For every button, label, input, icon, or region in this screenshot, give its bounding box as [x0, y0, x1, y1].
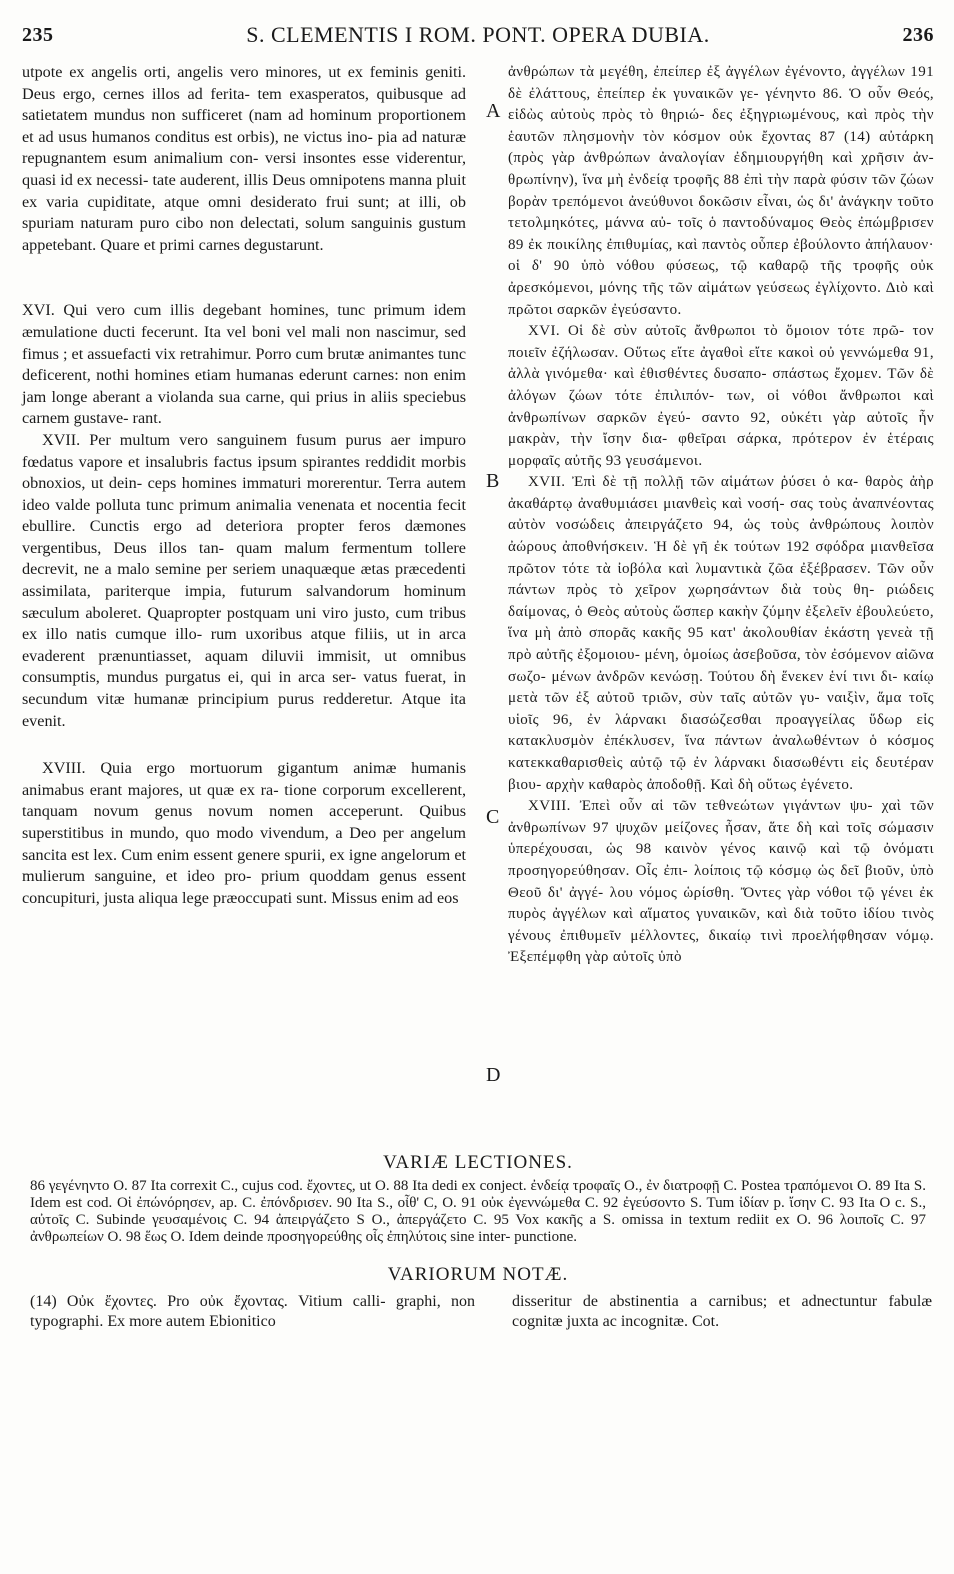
note-right: disseritur de abstinentia a carnibus; et adnectuntur fabulæ cognitæ juxta ac incognitæ. Cot. — [512, 1293, 932, 1330]
variorum-notae — [22, 1292, 934, 1352]
latin-paragraph-xvii: XVII. Per multum vero sanguinem fusum purus aer impuro fœdatus vapore et insalubris factus ipsum spirantes reddidit morbis obnoxios, ut dein- ceps homines immaturi morerentur. Terra autem ideo valde polluta tunc primum animalia venenata et nocentia fecit ebullire. Cunctis ergo ad deteriora propter feros dæmones vergentibus, Deus illos tan- quam malum fermentum tollere decrevit, ne a malo semine per seriem unaquæque ætas præcedenti assimilata, pariterque impia, futurum salvandorum hominum sæculum aboleret. Quapropter postquam uni viro justo, cum tribus ex illo natis cumque illo- rum uxoribus atque filiis, ut in arca evaderent prænuntiasset, aquam diluvii immisit, ut omnibus consumptis, mundus purgatus ei, qui in arca ser- vatus fuerat, in secundum vitæ humanæ principium purus redderetur. Atque ita evenit. — [22, 430, 466, 730]
page-number-left: 235 — [22, 24, 54, 46]
page-number-right: 236 — [902, 24, 934, 46]
latin-column — [22, 62, 466, 909]
latin-paragraph-xvi: XVI. Qui vero cum illis degebant homines, tunc primum idem æmulatione ducti fecerunt. Ita vel boni vel mali non nascimur, sed fimus ; et assuefacti vix retrahimur. Porro cum brutæ animantes tunc deficerent, nothi homines etiam humanas ederunt carnes: non enim jam longe aberant a violanda sua carne, qui prius in aliis speciebus carnem gustave- rant. — [22, 301, 466, 428]
latin-paragraph-1: utpote ex angelis orti, angelis vero minores, ut ex feminis geniti. Deus ergo, cernes illos ad ferita- tem exasperatos, quibusque ad satietatem mundus non sufficeret (nam ad hominum proportionem et ad usus humanos conditus est orbis), ne victus ino- pia ad naturæ repugnantem esum animalium con- versi insontes esse viderentur, quasi id ex necessi- tate auderent, illis Deus omnipotens manna pluit ex varia cupiditate, atque omni desiderato frui sunt; at illi, ob spuriam naturam puro cibo non delectati, solum sanguinis gustum appetebant. Quare et primi carnes degustarunt. — [22, 63, 466, 254]
greek-paragraph-xviii: XVIII. Ἐπεὶ οὖν αἱ τῶν τεθνεώτων γιγάντων ψυ- χαὶ τῶν ἀνθρωπίνων 97 ψυχῶν μείζονες ἦσαν, ἅτε δὴ καὶ τοῖς σώμασιν ὑπερέχουσαι, ὡς 98 καινὸν γένος καινῷ καὶ τῷ ὀνόματι προσηγορεύθησαν. Οἷς ἐπι- λοίποις τῷ κόσμῳ ὡς δεῖ βιοῦν, ὑπὸ Θεοῦ δι' ἀγγέ- λου νόμος ὡρίσθη. Ὄντες γὰρ νόθοι τῷ γένει ἐκ πυρὸς ἀγγέλων καὶ αἵματος γυναικῶν, καὶ διὰ τοῦτο ἰδίου τινὸς γένους ἐπιθυμεῖν μέλλοντες, δικαίῳ τινὶ προελήφθησαν νόμῳ. Ἐξεπέμφθη γὰρ αὐτοῖς ὑπὸ — [508, 798, 934, 966]
variae-lectiones-heading: VARIÆ LECTIONES. — [383, 1152, 573, 1173]
note-left: (14) Οὐκ ἔχοντες. Pro οὐκ ἔχοντας. Vitium calli- graphi, non typographi. Ex more autem Ebionitico — [30, 1293, 475, 1330]
greek-paragraph-xvi: XVI. Οἱ δὲ σὺν αὐτοῖς ἄνθρωποι τὸ ὅμοιον τότε πρῶ- τον ποιεῖν ἐζήλωσαν. Οὕτως εἴτε ἀγαθοὶ εἴτε κακοὶ οὐ γεννώμεθα 91, ἀλλὰ γινόμεθα· καὶ ἐθισθέντες δυσαπο- σπάστως ἔχομεν. Τῶν δὲ ἀλόγων ζώων τότε ἐπιλιπόν- των, οἱ νόθοι ἄνθρωποι καὶ ἀνθρωπίνων σαρκῶν ἐγεύ- σαντο 92, οὐκέτι γὰρ αὐτοῖς ἦν μακρὰν, τὴν ἴσην δια- φθεῖραι σάρκα, πρότερον ἐν ἑτέραις μορφαῖς αὐτῆς 93 γευσάμενοι. — [508, 323, 934, 469]
margin-marker-c: C — [486, 806, 500, 828]
greek-column — [508, 62, 934, 969]
latin-paragraph-xviii: XVIII. Quia ergo mortuorum gigantum animæ humanis animabus erant majores, ut quæ ex ra- tione corporum excellerent, tanquam novum genus novum nomen acceperunt. Quibus superstitibus in mundo, quo modo vivendum, a Deo per angelum sancita est lex. Cum enim essent genere spurii, ex igne angelorum et mulierum sanguine, et ideo pro- prium quoddam genus essent concupituri, justa aliqua lege præoccupati sunt. Missus enim ad eos — [22, 759, 466, 907]
greek-paragraph-xvii: XVII. Ἐπὶ δὲ τῇ πολλῇ τῶν αἱμάτων ῥύσει ὁ κα- θαρὸς ἀὴρ ἀκαθάρτῳ ἀναθυμιάσει μιανθεὶς καὶ νοσή- σας τοὺς ἀναπνέοντας αὐτὸν νοσώδεις ἀπειργάζετο 94, ὡς τοὺς ἀνθρώπους λοιπὸν ἀώρους ἀποθνήσκειν. Ἡ δὲ γῆ ἐκ τούτων 192 σφόδρα μιανθεῖσα πρῶτον τότε τὰ ἰοβόλα καὶ λυμαντικὰ ζῶα ἐξέβρασεν. Τῶν οὖν πάντων πρὸς τὸ χεῖρον χωρησάντων διὰ τοὺς θη- ριώδεις δαίμονας, ὁ Θεὸς αὐτοὺς ὥσπερ κακὴν ζύμην ἐξελεῖν ἐβουλεύετο, ἵνα μὴ ἀπὸ σπορᾶς κακῆς 95 κατ' ἀκολουθίαν ἑκάστη γενεὰ τῇ πρὸ αὐτῆς ἐξομοιου- μένη, ὁμοίως ἀσεβοῦσα, τὸν ἐσόμενον αἰῶνα σωζο- μένων ἀνδρῶν κενώσῃ. Τούτου δὴ ἕνεκεν ἑνί τινι δι- καίῳ μετὰ τῶν ἐξ αὐτοῦ τριῶν, σὺν ταῖς αὐτῶν γυ- ναιξὶν, ἅμα τοῖς υἱοῖς 96, ἐν λάρνακι διασώζεσθαι προαγγείλας ὕδωρ εἰς κατακλυσμὸν ἐπέκλυσεν, ἵνα πάντων ἀναλωθέντων ὁ κόσμος κατεκκαθαρισθεὶς αὐτῷ τῷ ἐν λάρνακι διασωθέντι εἰς δευτέραν βιου- αρχὴν καθαρὸς ἀποδοθῇ. Καὶ δὴ οὕτως ἐγένετο. — [508, 474, 934, 793]
margin-marker-d: D — [486, 1064, 501, 1086]
variae-lectiones: 86 γεγένηντο O. 87 Ita correxit C., cujus cod. ἔχοντες, ut O. 88 Ita dedi ex conject. ἐνδείᾳ τροφαῖς O., ἐν διατροφῇ C. Postea τραπόμενοι O. 89 Ita S. Idem est cod. Οἱ ἐπώνόρησεν, ap. C. ἐπόνδρισεν. 90 Ita S., οἶθ' C, O. 91 οὐκ ἐγεννώμεθα C. 92 ἐγεύσοντο S. Tum ἰδίαν p. ἴσην C. 93 Ita O c. S., αὐτοῖς C. Subinde γευσαμένοις C. 94 ἀπειργάζετο S O., ἀπεργάζετο C. 95 Vox κακῆς a S. omissa in textum rediit ex O. 96 λοιποῖς C. 97 ἀνθρωπείων O. 98 ἕως O. Idem deinde προσηγορεύθης οἷς ἐπηλύτοις sine inter- punctione. — [30, 1178, 926, 1245]
margin-marker-a: A — [486, 100, 501, 122]
greek-paragraph-1: ἀνθρώπων τὰ μεγέθη, ἐπείπερ ἐξ ἀγγέλων ἐγένοντο, ἀγγέλων 191 δὲ ἐλάττους, ἐπείπερ ἐκ γυναικῶν γε- γένηντο 86. Ὁ οὖν Θεός, εἰδὼς αὐτοὺς πρὸς τὸ θηριώ- δες ἐξηγριωμένους, καὶ πρὸς τὴν ἑαυτῶν πλησμονὴν τὸν κόσμον οὐκ ἔχοντας 87 (14) αὐτάρκη (πρὸς γὰρ ἀνθρώπων ἀναλογίαν ἐδημιουργήθη καὶ χρῆσιν ἀν- θρωπίνην), ἵνα μὴ ἐνδείᾳ τροφῆς 88 ἐπὶ τὴν παρὰ φύσιν τῶν ζώων βορὰν τρεπόμενοι ἀνεύθυνοι δοκῶσιν εἶναι, ὡς δι' ἀνάγκην τοῦτο τετολμηκότες, μάννα αὐ- τοῖς ὁ παντοδύναμος Θεὸς ἐπώμβρισεν 89 ἐκ ποικίλης ἐπιθυμίας, καὶ παντὸς οὗπερ ἐβούλοντο ἀπήλαυον· οἱ δ' 90 ὑπὸ νόθου φύσεως, τῷ καθαρῷ τῆς τροφῆς οὐκ ἀρεσκόμενοι, μόνης τῆς τῶν αἱμάτων γεύσεως ἐγλίχοντο. Διὸ καὶ πρῶτοι σαρκῶν ἐγεύσαντο. — [508, 64, 934, 318]
page-header — [22, 18, 934, 52]
running-title: S. CLEMENTIS I ROM. PONT. OPERA DUBIA. — [246, 22, 710, 47]
text-columns — [22, 52, 934, 1086]
margin-marker-b: B — [486, 470, 500, 492]
variorum-notae-heading: VARIORUM NOTÆ. — [387, 1264, 569, 1285]
